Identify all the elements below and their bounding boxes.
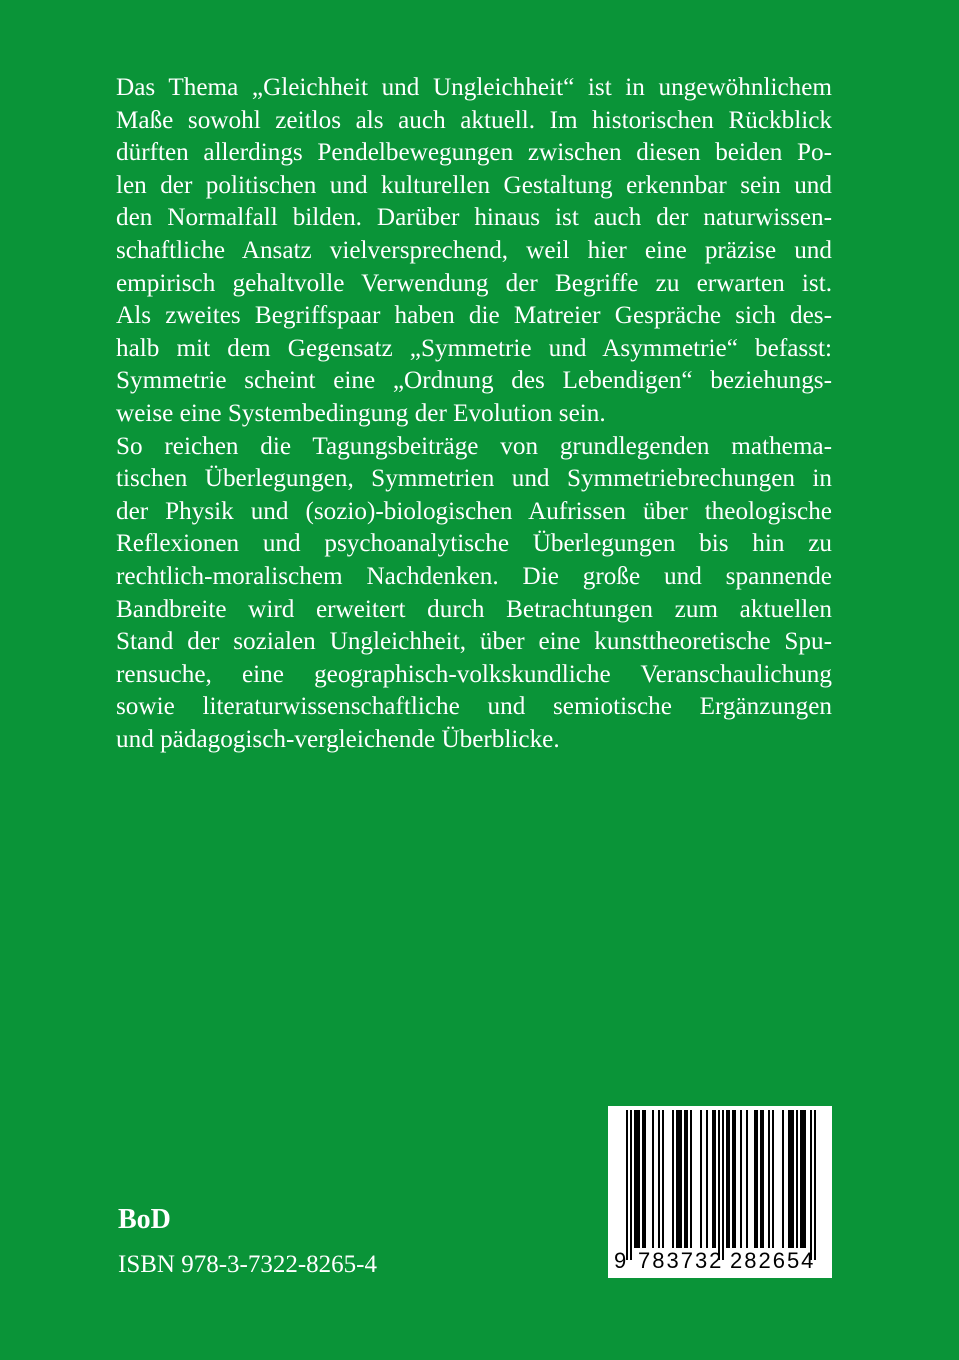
barcode-bar [642, 1110, 644, 1248]
barcode-bar [700, 1110, 702, 1248]
blurb-line: den Normalfall bilden. Darüber hinaus ist auch der naturwissen- [116, 204, 832, 232]
barcode-bar [676, 1110, 678, 1248]
blurb-line: dürften allerdings Pendelbewegungen zwischen diesen beiden Po- [116, 139, 832, 167]
barcode-bar [804, 1110, 806, 1248]
barcode-bar [644, 1110, 646, 1248]
blurb-line: der Physik und (sozio)-biologischen Aufrissen über theologische [116, 497, 832, 525]
barcode-bar [746, 1110, 748, 1248]
barcode-bar [772, 1110, 774, 1248]
barcode-bar [712, 1110, 714, 1248]
barcode-bar [652, 1110, 654, 1248]
barcode-left-digits: 783732 [638, 1248, 724, 1273]
barcode-guard-bar [718, 1110, 720, 1260]
blurb-line: Maße sowohl zeitlos als auch aktuell. Im historischen Rückblick [116, 106, 832, 134]
barcode-bar [796, 1110, 798, 1248]
barcode-right-digits: 282654 [730, 1248, 816, 1273]
isbn-label: ISBN 978-3-7322-8265-4 [118, 1251, 378, 1278]
barcode-bar [790, 1110, 792, 1248]
publisher-logo: BoD [118, 1204, 171, 1235]
barcode-bar [756, 1110, 758, 1248]
barcode-bar [754, 1110, 756, 1248]
barcode-bar [782, 1110, 784, 1248]
barcode-bar [792, 1110, 794, 1248]
blurb-line: Bandbreite wird erweitert durch Betrachtungen zum aktuellen [116, 595, 832, 623]
barcode-bar [684, 1110, 686, 1248]
barcode-bar [800, 1110, 802, 1248]
barcode-bar [714, 1110, 716, 1248]
barcode-bar [802, 1110, 804, 1248]
barcode-guard-bar [722, 1110, 724, 1260]
barcode-bar [732, 1110, 734, 1248]
barcode-bar [662, 1110, 664, 1248]
barcode-bar [762, 1110, 764, 1248]
blurb-line: Als zweites Begriffspaar haben die Matreier Gespräche sich des- [116, 302, 832, 330]
blurb-line: rensuche, eine geographisch-volkskundliche Veranschaulichung [116, 660, 832, 688]
blurb-line: und pädagogisch-vergleichende Überblicke. [116, 725, 560, 753]
barcode-bar [658, 1110, 660, 1248]
barcode-bar [706, 1110, 708, 1248]
barcode-bar [678, 1110, 680, 1248]
blurb-text [116, 72, 832, 756]
barcode-bar [728, 1110, 730, 1248]
barcode-first-digit: 9 [614, 1248, 627, 1273]
barcode [608, 1106, 832, 1278]
barcode-bar [726, 1110, 728, 1248]
blurb-line: halb mit dem Gegensatz „Symmetrie und Asymmetrie“ befasst: [116, 334, 832, 362]
barcode-bar [686, 1110, 688, 1248]
blurb-line: rechtlich-moralischem Nachdenken. Die große und spannende [116, 562, 832, 590]
barcode-guard-bar [630, 1110, 632, 1260]
blurb-line: weise eine Systembedingung der Evolution sein. [116, 399, 606, 427]
blurb-line: So reichen die Tagungsbeiträge von grundlegenden mathema- [116, 432, 832, 460]
barcode-bar [672, 1110, 674, 1248]
barcode-bar [788, 1110, 790, 1248]
barcode-bar [734, 1110, 736, 1248]
barcode-guard-bar [814, 1110, 816, 1260]
barcode-bar [768, 1110, 770, 1248]
blurb-line: empirisch gehaltvolle Verwendung der Begriffe zu erwarten ist. [116, 269, 832, 297]
blurb-line: Stand der sozialen Ungleichheit, über eine kunsttheoretische Spu- [116, 628, 832, 656]
barcode-bar [634, 1110, 636, 1248]
barcode-bar [680, 1110, 682, 1248]
blurb-line: len der politischen und kulturellen Gestaltung erkennbar sein und [116, 171, 832, 199]
blurb-line: Symmetrie scheint eine „Ordnung des Lebendigen“ beziehungs- [116, 367, 832, 395]
blurb-line: Reflexionen und psychoanalytische Überlegungen bis hin zu [116, 530, 832, 558]
barcode-bar [690, 1110, 692, 1248]
barcode-bar [760, 1110, 762, 1248]
barcode-guard-bar [626, 1110, 628, 1260]
paragraph-1 [116, 72, 832, 431]
barcode-bar [636, 1110, 638, 1248]
barcode-bar [638, 1110, 640, 1248]
blurb-line: tischen Überlegungen, Symmetrien und Symmetriebrechungen in [116, 465, 832, 493]
blurb-line: schaftliche Ansatz vielversprechend, weil hier eine präzise und [116, 236, 832, 264]
paragraph-2 [116, 431, 832, 757]
blurb-line: Das Thema „Gleichheit und Ungleichheit“ ist in ungewöhnlichem [116, 74, 832, 101]
barcode-bar [740, 1110, 742, 1248]
barcode-guard-bar [810, 1110, 812, 1260]
blurb-line: sowie literaturwissenschaftliche und semiotische Ergänzungen [116, 693, 832, 721]
